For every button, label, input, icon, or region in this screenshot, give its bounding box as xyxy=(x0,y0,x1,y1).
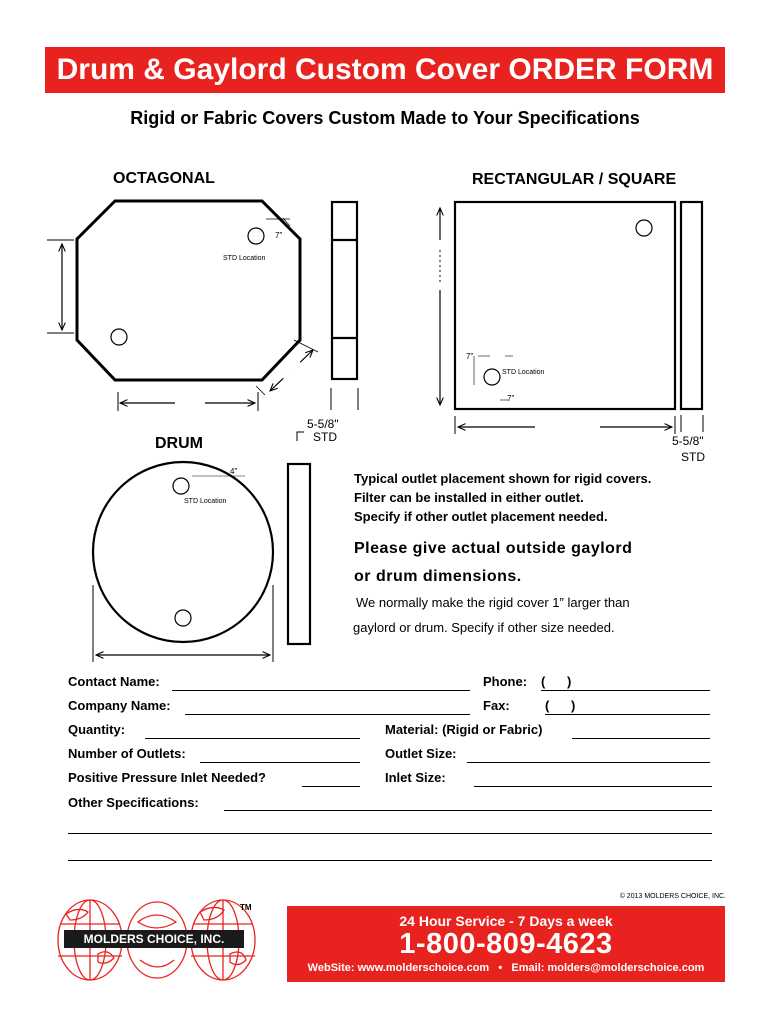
rectangular-heading: RECTANGULAR / SQUARE xyxy=(472,171,677,188)
contact-name-label: Contact Name: xyxy=(68,674,160,689)
drum-side-profile xyxy=(288,464,310,644)
phone-area-code: ( ) xyxy=(541,674,572,689)
quantity-field[interactable] xyxy=(145,738,360,739)
note-give-dimensions-2: or drum dimensions. xyxy=(354,568,522,585)
note-larger-1: We normally make the rigid cover 1” larger than xyxy=(356,595,630,610)
octagon-outlet-bottom xyxy=(111,329,127,345)
rectangle-dim-label-1: 7" xyxy=(466,352,474,361)
drum-outlet-bottom xyxy=(175,610,191,626)
footer-contact-box xyxy=(287,906,725,982)
rectangle-outlet-bottom xyxy=(484,369,500,385)
fax-area-code: ( ) xyxy=(545,698,576,713)
note-filter-outlet: Filter can be installed in either outlet. xyxy=(354,490,584,505)
quantity-label: Quantity: xyxy=(68,722,126,737)
phone-field[interactable] xyxy=(541,690,710,691)
octagon-dim-label: 7" xyxy=(275,231,283,240)
logo-text: MOLDERS CHOICE, INC. xyxy=(83,932,225,946)
material-label: Material: (Rigid or Fabric) xyxy=(385,722,543,737)
octagon-thickness-label: 5-5/8" xyxy=(307,417,339,431)
form-subtitle: Rigid or Fabric Covers Custom Made to Your Specifications xyxy=(130,108,640,128)
positive-pressure-label: Positive Pressure Inlet Needed? xyxy=(68,770,266,785)
rectangle-thickness-std: STD xyxy=(681,450,705,464)
outlet-size-field[interactable] xyxy=(467,762,710,763)
form-title: Drum & Gaylord Custom Cover ORDER FORM xyxy=(45,47,725,93)
inlet-size-field[interactable] xyxy=(474,786,712,787)
octagonal-heading: OCTAGONAL xyxy=(113,170,215,187)
email-link[interactable]: Email: molders@molderschoice.com xyxy=(511,962,705,974)
positive-pressure-field[interactable] xyxy=(302,786,360,787)
number-of-outlets-field[interactable] xyxy=(200,762,360,763)
fax-field[interactable] xyxy=(545,714,710,715)
copyright: © 2013 MOLDERS CHOICE, INC. xyxy=(619,893,726,900)
logo-tm: TM xyxy=(240,903,252,912)
material-field[interactable] xyxy=(572,738,710,739)
contact-name-field[interactable] xyxy=(172,690,470,691)
octagon-side-profile xyxy=(332,202,357,379)
company-name-label: Company Name: xyxy=(68,698,171,713)
note-larger-2: gaylord or drum. Specify if other size needed. xyxy=(353,620,615,635)
website-link[interactable]: WebSite: www.molderschoice.com xyxy=(307,962,490,974)
number-of-outlets-label: Number of Outlets: xyxy=(68,746,186,761)
octagon-shape xyxy=(77,201,300,380)
other-specifications-field[interactable] xyxy=(224,810,712,811)
rectangle-std-location: STD Location xyxy=(502,369,545,376)
service-hours: 24 Hour Service - 7 Days a week xyxy=(399,913,613,929)
note-typical-placement: Typical outlet placement shown for rigid covers. xyxy=(354,471,652,486)
rectangle-dim-label-2: 7" xyxy=(507,394,515,403)
other-specifications-line-2[interactable] xyxy=(68,833,712,834)
phone-number[interactable]: 1-800-809-4623 xyxy=(399,928,613,960)
note-give-dimensions-1: Please give actual outside gaylord xyxy=(354,540,633,557)
octagon-thickness-std: STD xyxy=(313,430,337,444)
separator-dot: • xyxy=(498,962,503,974)
molders-choice-logo xyxy=(48,894,278,986)
outlet-size-label: Outlet Size: xyxy=(385,746,457,761)
fax-label: Fax: xyxy=(483,698,510,713)
drum-dim-label: 4" xyxy=(230,467,238,476)
octagon-outlet-top xyxy=(248,228,264,244)
phone-label: Phone: xyxy=(483,674,528,689)
rectangle-shape xyxy=(455,202,675,409)
inlet-size-label: Inlet Size: xyxy=(385,770,446,785)
company-name-field[interactable] xyxy=(185,714,470,715)
octagon-std-location: STD Location xyxy=(223,255,266,262)
footer-links xyxy=(287,962,725,974)
other-specifications-label: Other Specifications: xyxy=(68,795,199,810)
drum-heading: DRUM xyxy=(155,435,203,452)
other-specifications-line-3[interactable] xyxy=(68,860,712,861)
rectangle-side-profile xyxy=(681,202,702,409)
drum-shape xyxy=(93,462,273,642)
rectangle-outlet-top xyxy=(636,220,652,236)
note-specify-placement: Specify if other outlet placement needed. xyxy=(354,509,608,524)
drum-std-location: STD Location xyxy=(184,498,227,505)
rectangle-thickness-label: 5-5/8" xyxy=(672,434,704,448)
drum-outlet-top xyxy=(173,478,189,494)
